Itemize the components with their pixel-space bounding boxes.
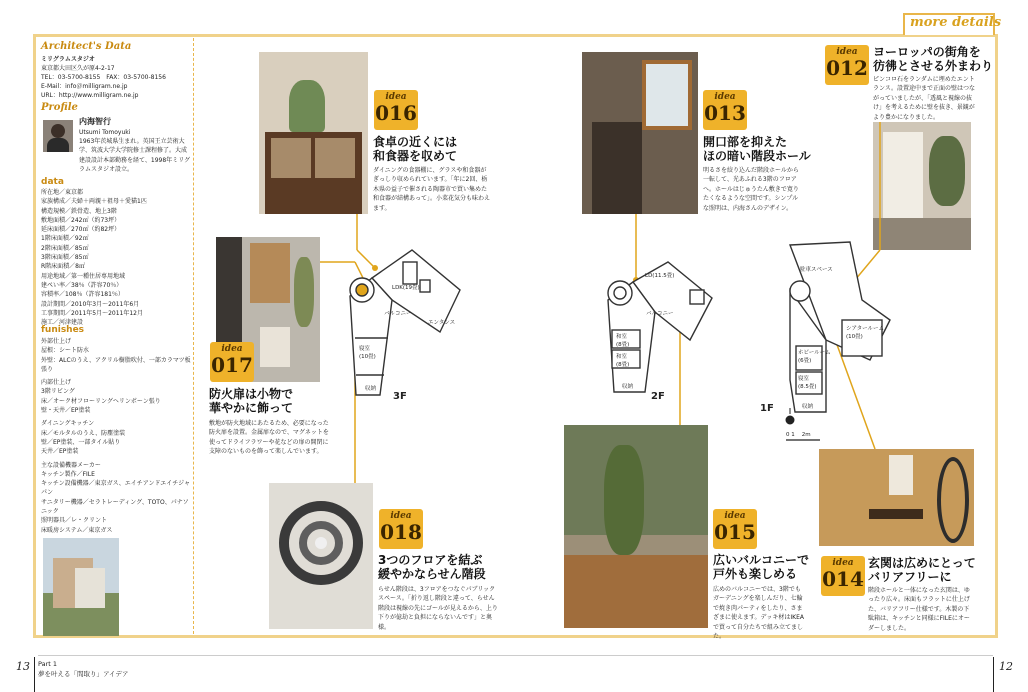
data-item: R階床面積／8㎡ — [41, 263, 85, 271]
idea-013-title-1: 開口部を抑えた — [703, 135, 788, 149]
idea-014-body: 階段ホールと一体になった玄関は、ゆったり広々。床面もフラットに仕上げた、バリアフリー仕様です。木製の下駄箱は、キッチンと同様にFILEにオーダーしました。 — [868, 587, 970, 632]
idea-018-body: らせん階段は、3フロアをつなぐパブリックスペース。「折り返し階段と違って、らせん階段は視線の先にゴールが見えるから、上り下りが億劫と負担にならないんです」と奥様。 — [378, 586, 498, 631]
plan-2f-washitsu-1: 和室 (8畳) — [616, 334, 630, 348]
architect-bio: 1963年茨城県生まれ。英国王立芸術大学、筑波大学大学院修士課程修了。大成建設設計本部勤務を経て、1998年ミリグラムスタジオ設立。 — [79, 138, 191, 173]
floor-label-1f: 1F — [760, 403, 774, 414]
idea-012-title-1: ヨーロッパの街角を — [873, 45, 981, 59]
data-item: 1階床面積／92㎡ — [41, 235, 89, 243]
idea-017-body: 敷地が防火地域にあたるため、必要になった防火扉を設置。金属扉なので、マグネットを使ってドライフラワーや花などの扉の開閉に支障のないものを飾って楽しんでいます。 — [209, 420, 329, 456]
plan-2f-balcony: バルコニー — [646, 311, 674, 317]
firm-url[interactable]: URL：http://www.milligram.ne.jp — [41, 92, 139, 99]
page-number-left: 13 — [16, 660, 30, 673]
idea-word: idea — [836, 47, 858, 57]
data-item: 2階床面積／85㎡ — [41, 244, 89, 252]
idea-014-title-2: バリアフリーに — [868, 570, 952, 584]
idea-016-body: ダイニングの食器棚に、グラスや和食器がぎっしり収められています。「年に2回、栃木県の益子で催される陶器市で買い集めた和食器が結構あって」。小菜花気分も味わえます。 — [373, 167, 490, 212]
plan-1f-theater: シアタールーム (10畳) — [846, 326, 885, 340]
idea-word: idea — [714, 92, 736, 102]
data-heading: data — [41, 177, 64, 187]
finish-item: 屋根：シート防水 — [41, 347, 90, 355]
plan-3f-storage: 収納 — [365, 386, 377, 392]
firm-name: ミリグラムスタジオ — [41, 56, 95, 63]
plan-1f-bedroom: 寝室 (8.5畳) — [798, 376, 817, 390]
plan-2f-washitsu-2: 和室 (8畳) — [616, 354, 630, 368]
idea-number: 016 — [375, 101, 417, 125]
idea-word: idea — [221, 344, 243, 354]
idea-013-body: 明るさを絞り込んだ階段ホールから一転して、光あふれる3階のフロアへ。ホールはじゅうたん敷きで寛りたくなるような空間です。シンプルな照明は、内海さんのデザイン。 — [703, 167, 799, 212]
firm-tel-fax: TEL：03-5700-8155 FAX：03-5700-8156 — [41, 74, 166, 81]
finish-item: 床暖房システム／東京ガス — [41, 526, 113, 534]
idea-013-title-2: ほの暗い階段ホール — [703, 149, 811, 163]
plan-1f-hobby: ホビールーム (6畳) — [798, 350, 831, 364]
idea-018-title-2: 緩やかならせん階段 — [378, 567, 486, 581]
idea-number: 012 — [826, 56, 868, 80]
footer-divider-left — [34, 657, 35, 692]
idea-number: 014 — [822, 567, 864, 591]
idea-012-title-2: 彷彿とさせる外まわり — [873, 59, 994, 73]
idea-015-title-1: 広いバルコニーで — [713, 553, 810, 567]
plan-3f-entrance: エンタンス — [428, 320, 456, 326]
data-item: 延床面積／270㎡（約82坪） — [41, 226, 121, 234]
idea-number: 018 — [380, 520, 422, 544]
footer-rule — [38, 655, 993, 656]
idea-014-title-1: 玄関は広めにとって — [868, 556, 976, 570]
architect-heading: Architect's Data — [41, 41, 132, 52]
idea-word: idea — [832, 558, 854, 568]
idea-word: idea — [724, 511, 746, 521]
idea-012-body: ピンコロ石をランダムに埋めたエントランス。設置途中まで正面の壁はつながっていましたが、「透風と視線の抜け」を考えるために壁を抜き、景観がより豊かになりました。 — [873, 76, 976, 121]
plan-2f-storage: 収納 — [622, 384, 634, 390]
architect-name-en: Utsumi Tomoyuki — [79, 129, 131, 136]
idea-word: idea — [390, 511, 412, 521]
plan-scale: 0 1 2m — [786, 432, 811, 438]
idea-number: 013 — [704, 101, 746, 125]
data-item: 建ぺい率／38％（許容70％） — [41, 281, 123, 289]
data-item: 容積率／108％（許容181％） — [41, 291, 124, 299]
footer-divider-right — [993, 657, 994, 692]
data-item: 所在地／東京都 — [41, 189, 84, 196]
finishes-heading: funishes — [41, 325, 85, 335]
footer-part: Part 1 — [38, 660, 58, 668]
data-item: 設計期間／2010年3月〜2011年6月 — [41, 300, 140, 308]
floor-label-3f: 3F — [393, 391, 407, 402]
finish-item: 壁・天井／EP塗装 — [41, 407, 91, 415]
idea-018-title-1: 3つのフロアを結ぶ — [378, 553, 483, 567]
floor-label-2f: 2F — [651, 391, 665, 402]
idea-015-title-2: 戸外も楽しめる — [713, 567, 798, 581]
finish-item: 天井／EP塗装 — [41, 448, 79, 456]
idea-017-title-2: 華やかに飾って — [209, 401, 294, 415]
plan-1f-storage: 収納 — [802, 404, 814, 410]
idea-number: 017 — [211, 353, 253, 377]
idea-015-body: 広めのバルコニーでは、3階でもガーデニングを楽しんだり、七輪で焼き肉パーティをしたり、さまざまに使えます。デッキ材はIKEAで買って自分たちで組み立てました。 — [713, 586, 805, 641]
architect-name-jp: 内海智行 — [79, 117, 111, 126]
finish-item: 主な設備機器メーカー — [41, 461, 101, 469]
more-details-label: more details — [910, 15, 1002, 30]
data-item: 工事期間／2011年5月〜2011年12月 — [41, 309, 143, 317]
finish-item: 照明器具／レ・クリント — [41, 517, 108, 525]
finish-item: サニタリー機器／セラトレーディング、TOTO、パナソニック — [41, 498, 189, 516]
finish-item: 内部仕上げ — [41, 379, 72, 387]
data-item: 構造規模／鉄骨造、地上3階 — [41, 207, 117, 215]
finish-item: キッチン製作／FILE — [41, 470, 95, 478]
plan-2f-ld: LD(11.5畳) — [645, 273, 675, 279]
idea-017-title-1: 防火扉は小物で — [209, 387, 294, 401]
page-number-right: 12 — [999, 660, 1013, 673]
idea-word: idea — [385, 92, 407, 102]
finish-item: 3階リビング — [41, 388, 75, 396]
data-item: 3階床面積／85㎡ — [41, 254, 89, 262]
idea-016-title-1: 食卓の近くには — [373, 135, 458, 149]
footer-subtitle: 夢を叶える「間取り」アイデア — [38, 670, 129, 678]
data-item: 施工／河津建設 — [41, 319, 84, 327]
finish-item: 外部仕上げ — [41, 338, 72, 345]
plan-1f-parking: 駐車スペース — [800, 267, 833, 273]
data-item: 用途地域／第一種住居専用地域 — [41, 272, 126, 280]
data-item: 敷地面積／242㎡（約73坪） — [41, 216, 121, 224]
firm-email[interactable]: E-Mail：info＠milligram.ne.jp — [41, 83, 128, 90]
firm-address: 東京都大田区久が原4-2-17 — [41, 65, 115, 72]
data-item: 家族構成／夫婦＋両親＋祖母＋愛猫1匹 — [41, 198, 147, 206]
profile-heading: Profile — [41, 102, 78, 113]
finish-item: 外壁：ALCのうえ、アクリル樹脂吹付、一部カラマツ板張り — [41, 356, 191, 373]
idea-016-title-2: 和食器を収めて — [373, 149, 458, 163]
plan-3f-bedroom: 寝室 (10畳) — [359, 346, 376, 360]
finish-item: 壁／EP塗装、一部タイル貼り — [41, 438, 121, 446]
finish-item: 床／オーク材フローリングヘリンボーン張り — [41, 397, 161, 405]
idea-number: 015 — [714, 520, 756, 544]
finish-item: 床／モルタルのうえ、防塵塗装 — [41, 429, 126, 437]
plan-3f-ldk: LDK(19畳) — [392, 285, 420, 291]
finish-item: ダイニングキッチン — [41, 420, 95, 428]
plan-3f-balcony: バルコニー — [384, 311, 412, 317]
finish-item: キッチン設備機器／東京ガス、エイチアンドエイチジャパン — [41, 480, 191, 497]
